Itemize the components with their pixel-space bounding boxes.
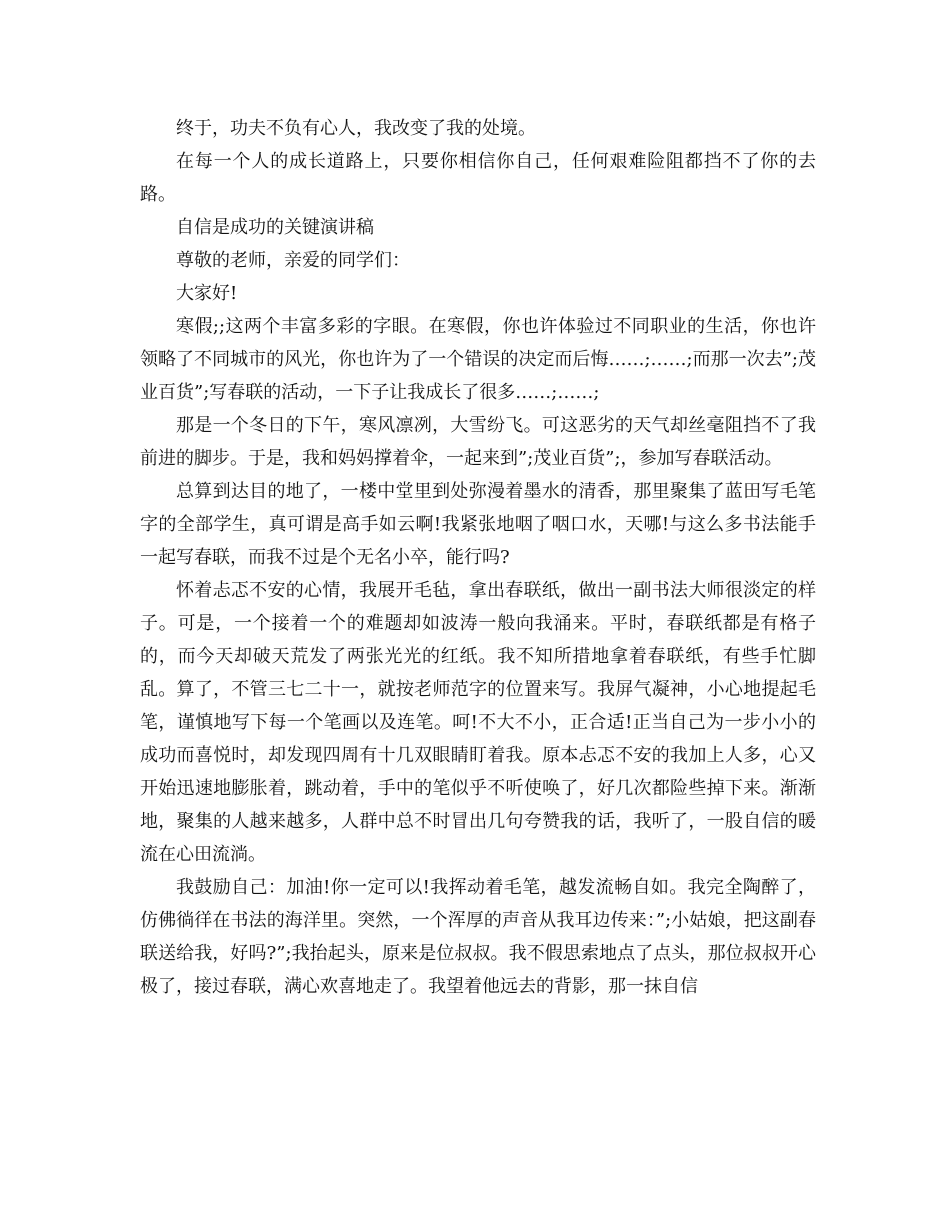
paragraph: 终于，功夫不负有心人，我改变了我的处境。 (176, 118, 536, 139)
paragraph: 我鼓励自己：加油!你一定可以!我挥动着毛笔，越发流畅自如。我完全陶醉了，仿佛徜徉在书法的海洋里。突然，一个浑厚的声音从我耳边传来：”;小姑娘，把这副春联送给我，好吗?”;我抬起头，原来是位叔叔。我不假思索地点了点头，那位叔叔开心极了，接过春联，满心欢喜地走了。我望着他远去的背影，那一抹自信 (140, 877, 816, 997)
salutation: 尊敬的老师，亲爱的同学们： (176, 250, 410, 271)
paragraph: 总算到达目的地了，一楼中堂里到处弥漫着墨水的清香，那里聚集了蓝田写毛笔字的全部学生，真可谓是高手如云啊!我紧张地咽了咽口水，天哪!与这么多书法能手一起写春联，而我不过是个无名小卒，能行吗? (140, 481, 816, 568)
paragraph: 在每一个人的成长道路上，只要你相信你自己，任何艰难险阻都挡不了你的去路。 (140, 151, 816, 205)
document-body (140, 112, 816, 1003)
paragraph: 那是一个冬日的下午，寒风凛冽，大雪纷飞。可这恶劣的天气却丝毫阻挡不了我前进的脚步。于是，我和妈妈撑着伞，一起来到”;茂业百货”;，参加写春联活动。 (140, 415, 816, 469)
paragraph: 怀着忐忑不安的心情，我展开毛毡，拿出春联纸，做出一副书法大师很淡定的样子。可是，一个接着一个的难题却如波涛一般向我涌来。平时，春联纸都是有格子的，而今天却破天荒发了两张光光的红纸。我不知所措地拿着春联纸，有些手忙脚乱。算了，不管三七二十一，就按老师范字的位置来写。我屏气凝神，小心地提起毛笔，谨慎地写下每一个笔画以及连笔。呵!不大不小，正合适!正当自己为一步小小的成功而喜悦时，却发现四周有十几双眼睛盯着我。原本忐忑不安的我加上人多，心又开始迅速地膨胀着，跳动着，手中的笔似乎不听使唤了，好几次都险些掉下来。渐渐地，聚集的人越来越多，人群中总不时冒出几句夸赞我的话，我听了，一股自信的暖流在心田流淌。 (140, 580, 816, 865)
greeting: 大家好! (176, 283, 238, 304)
paragraph: 寒假;;这两个丰富多彩的字眼。在寒假，你也许体验过不同职业的生活，你也许领略了不同城市的风光，你也许为了一个错误的决定而后悔……;……;而那一次去”;茂业百货”;写春联的活动，一下子让我成长了很多……;……; (140, 316, 816, 403)
speech-title: 自信是成功的关键演讲稿 (176, 217, 374, 238)
